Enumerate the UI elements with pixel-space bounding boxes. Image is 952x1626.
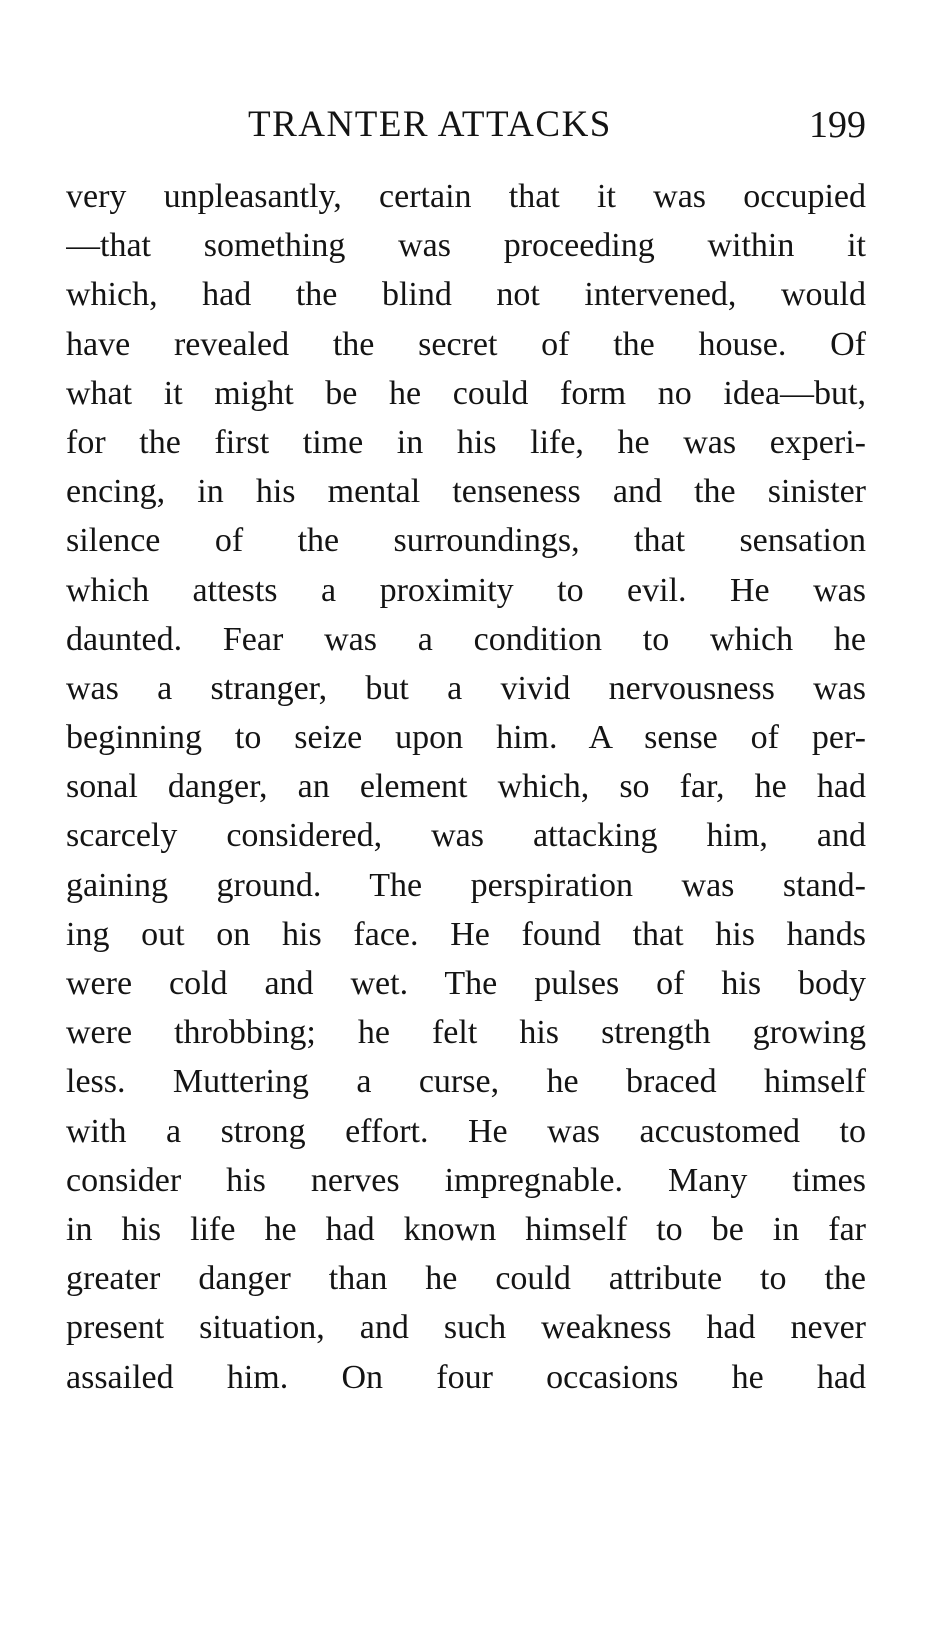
text-line: have revealed the secret of the house. Of: [66, 325, 866, 363]
text-line: were throbbing; he felt his strength growing: [66, 1014, 866, 1052]
text-line: in his life he had known himself to be in far: [66, 1210, 866, 1248]
text-line: gaining ground. The perspiration was stand-: [66, 866, 866, 904]
text-line: which, had the blind not intervened, would: [66, 276, 866, 314]
text-line: very unpleasantly, certain that it was occupied: [66, 178, 866, 215]
text-line: silence of the surroundings, that sensation: [66, 522, 866, 560]
text-line: present situation, and such weakness had never: [66, 1309, 866, 1347]
text-line: sonal danger, an element which, so far, he had: [66, 768, 866, 806]
text-line: less. Muttering a curse, he braced himself: [66, 1063, 866, 1101]
text-line: beginning to seize upon him. A sense of per-: [66, 719, 866, 757]
text-line: consider his nerves impregnable. Many times: [66, 1161, 866, 1199]
text-line: greater danger than he could attribute to the: [66, 1260, 866, 1298]
text-line: —that something was proceeding within it: [66, 227, 866, 265]
text-line: with a strong effort. He was accustomed to: [66, 1112, 866, 1150]
page-number: 199: [809, 104, 866, 146]
text-line: daunted. Fear was a condition to which he: [66, 620, 866, 658]
text-line: for the first time in his life, he was experi-: [66, 423, 866, 461]
text-line: which attests a proximity to evil. He was: [66, 571, 866, 609]
text-line: was a stranger, but a vivid nervousness was: [66, 669, 866, 707]
body-text: [66, 172, 866, 1402]
running-head: [66, 100, 866, 150]
text-line: assailed him. On four occasions he had: [66, 1358, 866, 1396]
text-line: were cold and wet. The pulses of his body: [66, 965, 866, 1002]
text-line: what it might be he could form no idea—but,: [66, 374, 866, 412]
text-line: ing out on his face. He found that his hands: [66, 915, 866, 953]
text-line: encing, in his mental tenseness and the sinister: [66, 473, 866, 511]
text-line: scarcely considered, was attacking him, and: [66, 817, 866, 855]
running-title: TRANTER ATTACKS: [248, 104, 612, 145]
